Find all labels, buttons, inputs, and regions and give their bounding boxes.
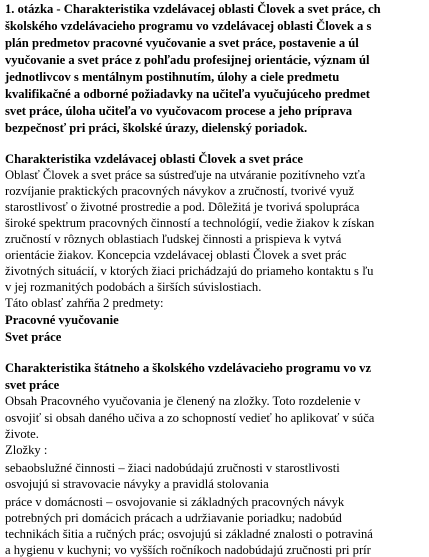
subject-svet-prace: Svet práce <box>5 330 62 344</box>
section1-line-5: zručností v rôznych oblastiach ľudskej činnosti a prispieva k vytvá <box>5 232 342 246</box>
section1-heading: Charakteristika vzdelávacej oblasti Človek a svet práce <box>5 152 304 166</box>
section1-line-3: starostlivosť o životné prostredie a pod. Dôležitá je tvorivá spolupráca <box>5 200 360 214</box>
section2-line-9: technikách šitia a ručných prác; osvojujú si základné znalosti o potraviná <box>5 527 373 541</box>
section1-line-4: široké spektrum pracovných činností a technológií, vedie žiakov k získan <box>5 216 375 230</box>
section2-line-8: potrebných pri domácich prácach a udržiavanie poriadku; nadobúd <box>5 511 342 525</box>
question-line-7: svet práce, úloha učiteľa vo vyučovacom procese a jeho príprava <box>5 104 353 118</box>
section2-line-7: práce v domácnosti – osvojovanie si základných pracovných návyk <box>5 495 345 509</box>
section1-line-7: životných situácií, v ktorých žiaci prichádzajú do priameho kontaktu s ľu <box>5 264 374 278</box>
question-line-2: školského vzdelávacieho programu vo vzdelávacej oblasti Človek a s <box>5 19 372 33</box>
section2-line-4: Zložky : <box>5 443 48 457</box>
question-line-6: kvalifikačné a odborné požiadavky na učiteľa vyučujúceho predmet <box>5 87 370 101</box>
question-line-3: plán predmetov pracovné vyučovanie a svet práce, postavenie a úl <box>5 36 359 50</box>
question-line-1: 1. otázka - Charakteristika vzdelávacej oblasti Človek a svet práce, ch <box>5 2 381 16</box>
section1-line-1: Oblasť Človek a svet práce sa sústreďuje na utváranie pozitívneho vzťa <box>5 168 366 182</box>
question-line-4: vyučovanie a svet práce z pohľadu profesijnej orientácie, význam úl <box>5 53 370 67</box>
section1-line-8: v jej rozmanitých podobách a širších súvislostiach. <box>5 280 262 294</box>
section2-heading-line-2: svet práce <box>5 378 60 392</box>
section1-line-2: rozvíjanie praktických pracovných návykov a zručností, tvorivé využ <box>5 184 355 198</box>
question-line-5: jednotlivcov s mentálnym postihnutím, úlohy a ciele predmetu <box>5 70 340 84</box>
section2-line-10: a hygienu v kuchyni; vo vyšších ročníkoch nadobúdajú zručnosti pri prír <box>5 543 371 557</box>
section2-line-6: osvojujú si stravovacie návyky a pravidlá stolovania <box>5 477 269 491</box>
subject-pracovne-vyucovanie: Pracovné vyučovanie <box>5 313 119 327</box>
section1-line-9: Táto oblasť zahŕňa 2 predmety: <box>5 296 164 310</box>
section2-heading-line-1: Charakteristika štátneho a školského vzdelávacieho programu vo vz <box>5 361 372 375</box>
section1-line-6: orientácie žiakov. Koncepcia vzdelávacej oblasti Človek a svet prác <box>5 248 347 262</box>
section2-line-3: živote. <box>5 427 39 441</box>
section2-line-5: sebaobslužné činnosti – žiaci nadobúdajú zručnosti v starostlivosti <box>5 461 340 475</box>
question-line-8: bezpečnosť pri práci, školské úrazy, dielenský poriadok. <box>5 121 308 135</box>
section2-line-2: osvojiť si obsah daného učiva a zo schopností vedieť ho aplikovať v súča <box>5 411 375 425</box>
section2-line-1: Obsah Pracovného vyučovania je členený na zložky. Toto rozdelenie v <box>5 394 361 408</box>
